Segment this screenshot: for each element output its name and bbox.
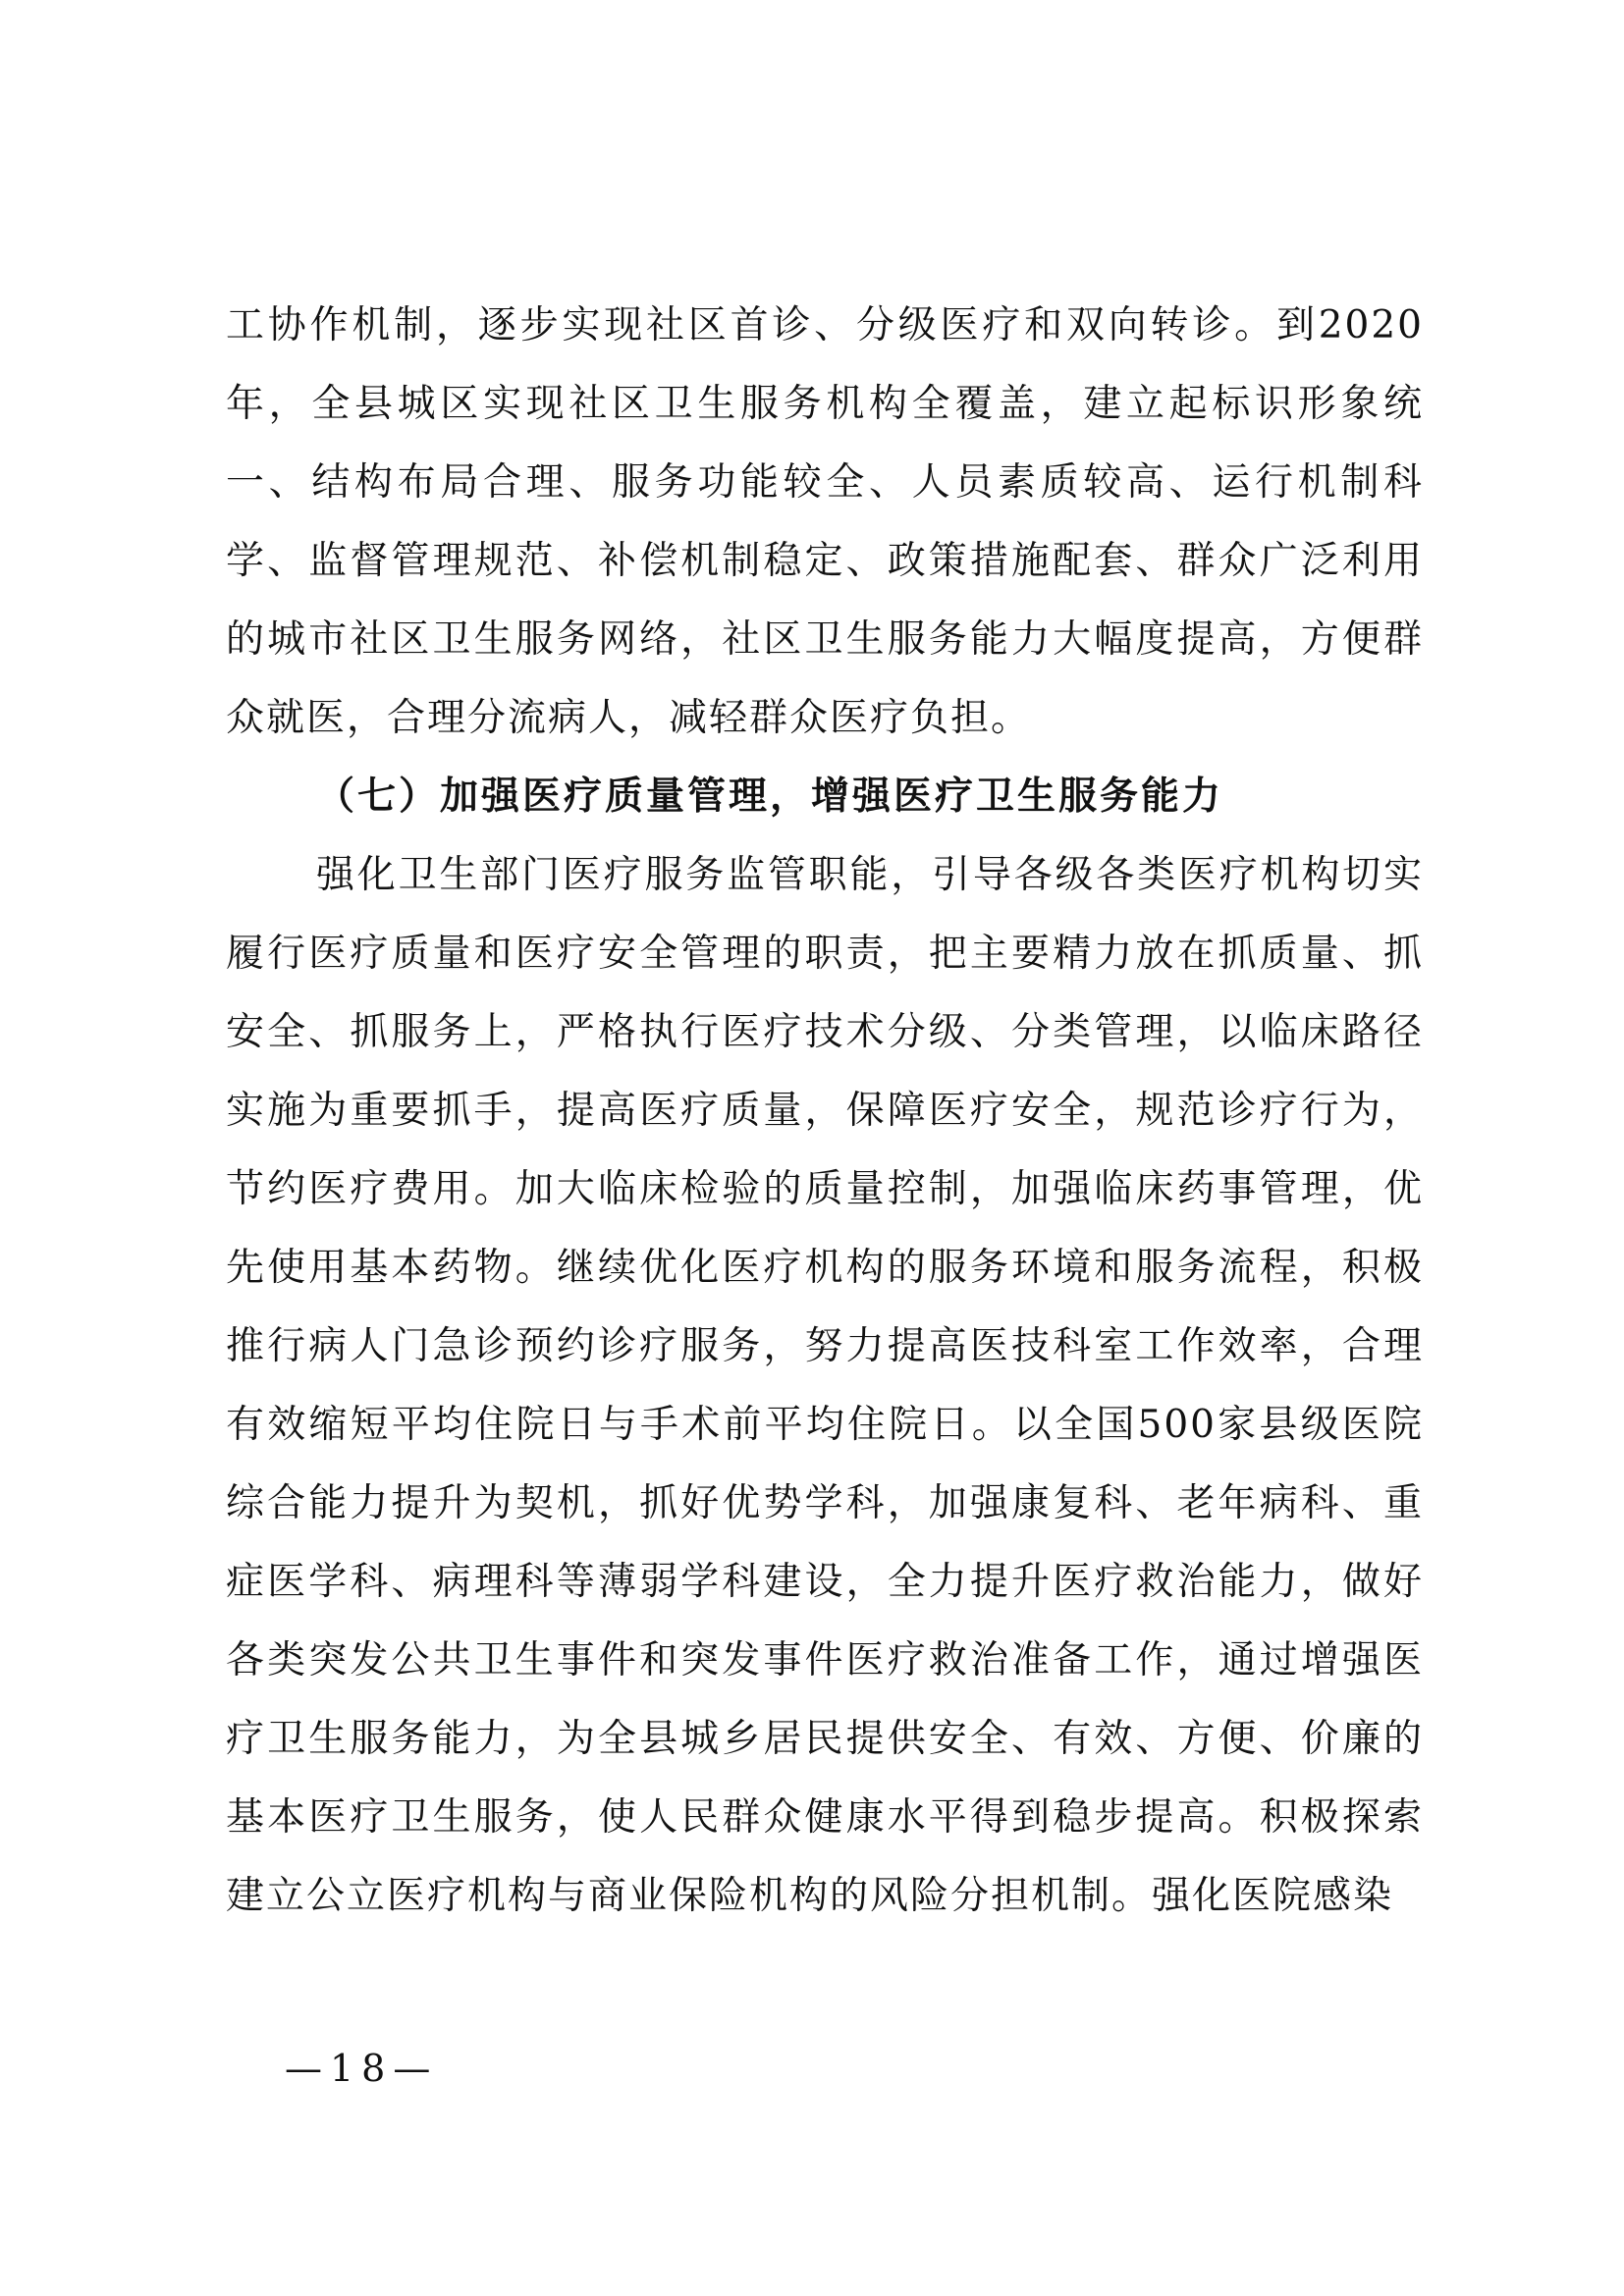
- section-block: [226, 758, 1424, 1936]
- section-heading: （七）加强医疗质量管理，增强医疗卫生服务能力: [316, 774, 1224, 819]
- paragraph-main: 强化卫生部门医疗服务监管职能，引导各级各类医疗机构切实履行医疗质量和医疗安全管理的职责，把主要精力放在抓质量、抓安全、抓服务上，严格执行医疗技术分级、分类管理，以临床路径实施为重要抓手，提高医疗质量，保障医疗安全，规范诊疗行为，节约医疗费用。加大临床检验的质量控制，加强临床药事管理，优先使用基本药物。继续优化医疗机构的服务环境和服务流程，积极推行病人门急诊预约诊疗服务，努力提高医技科室工作效率，合理有效缩短平均住院日与手术前平均住院日。以全国500家县级医院综合能力提升为契机，抓好优势学科，加强康复科、老年病科、重症医学科、病理科等薄弱学科建设，全力提升医疗救治能力，做好各类突发公共卫生事件和突发事件医疗救治准备工作，通过增强医疗卫生服务能力，为全县城乡居民提供安全、有效、方便、价廉的基本医疗卫生服务，使人民群众健康水平得到稳步提高。积极探索建立公立医疗机构与商业保险机构的风险分担机制。强化医院感染: [226, 853, 1424, 1918]
- paragraph-continued: 工协作机制，逐步实现社区首诊、分级医疗和双向转诊。到2020年，全县城区实现社区卫生服务机构全覆盖，建立起标识形象统一、结构布局合理、服务功能较全、人员素质较高、运行机制科学、监督管理规范、补偿机制稳定、政策措施配套、群众广泛利用的城市社区卫生服务网络，社区卫生服务能力大幅度提高，方便群众就医，合理分流病人，减轻群众医疗负担。: [226, 303, 1424, 740]
- body-text: [226, 287, 1424, 758]
- page-number: —18—: [285, 2047, 439, 2090]
